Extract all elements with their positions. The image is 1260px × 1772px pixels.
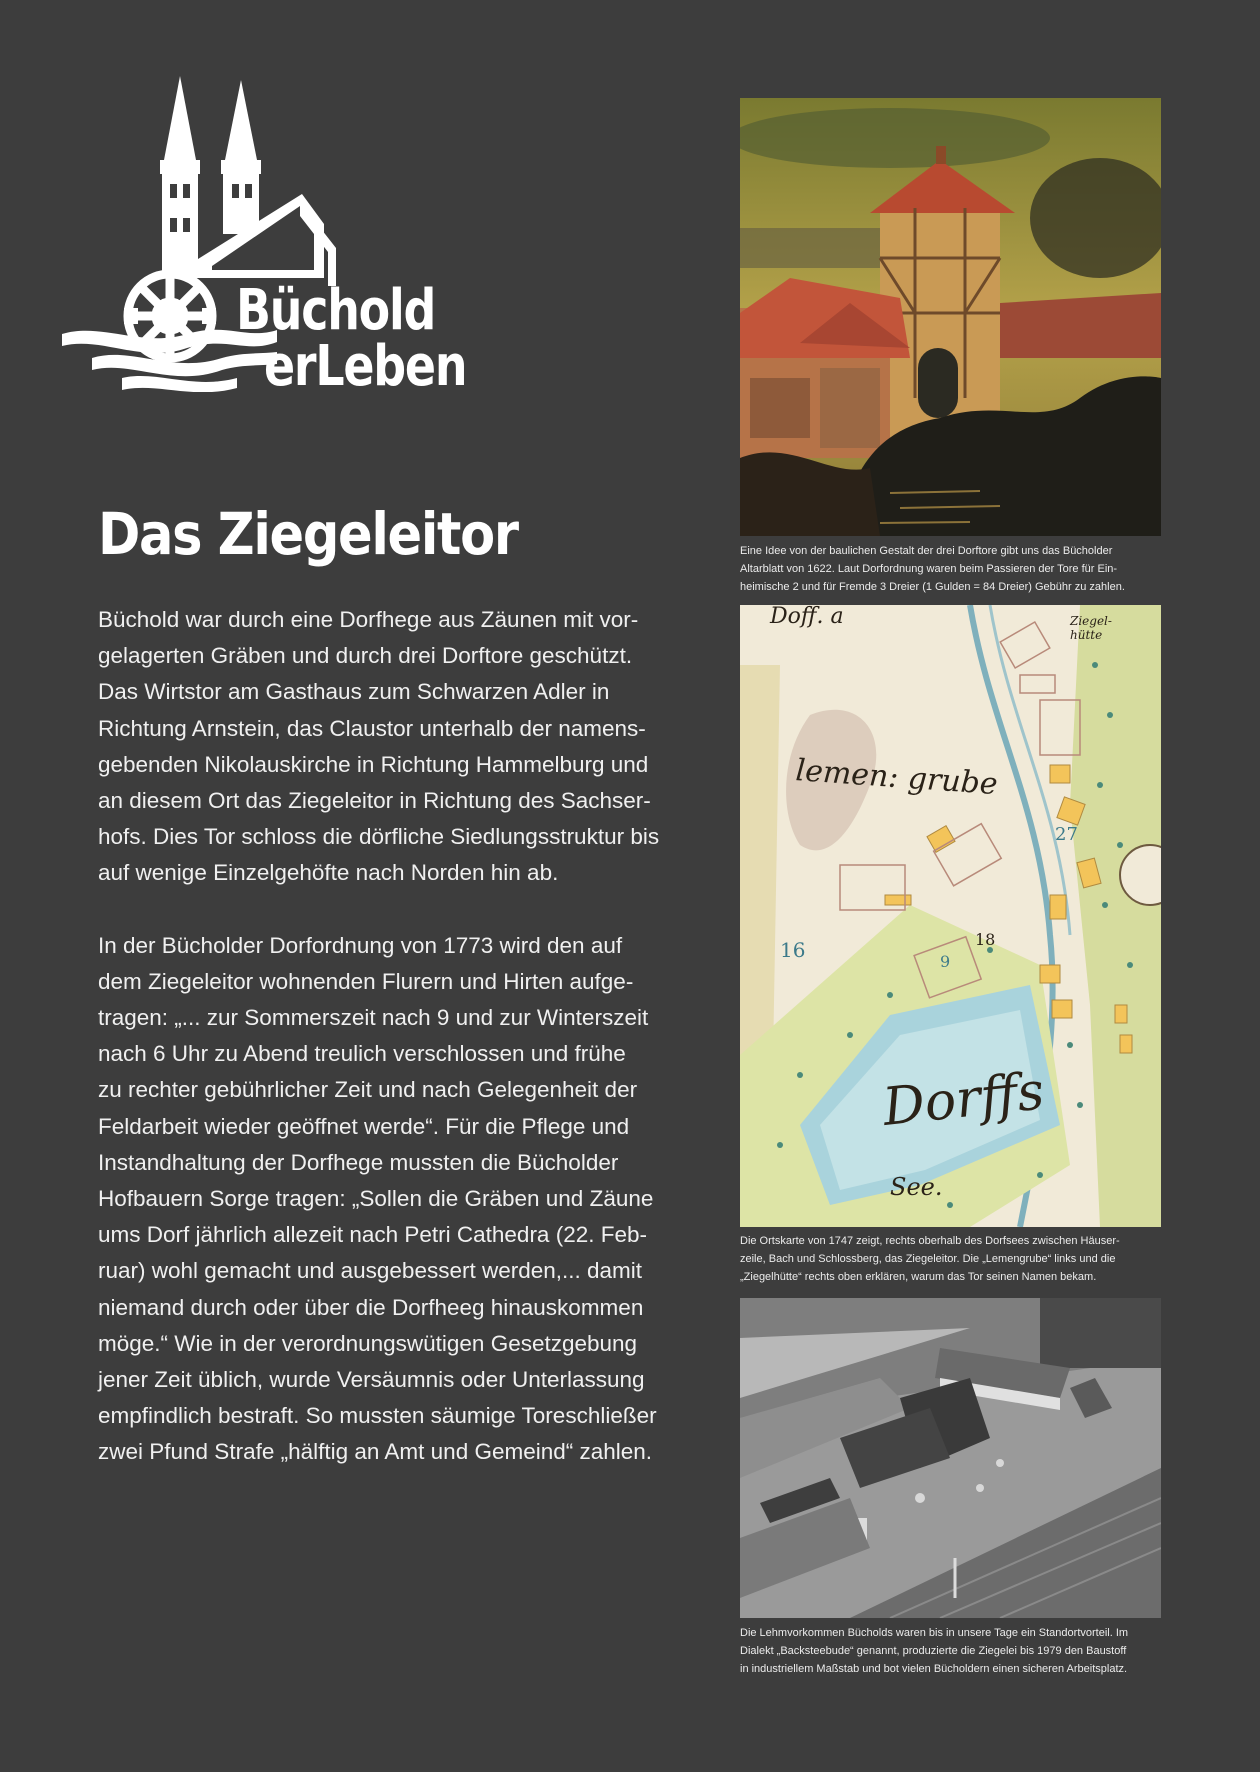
aerial-photo-image <box>740 1298 1161 1618</box>
logo-text-line1: Büchold <box>236 278 436 343</box>
altar-painting-image <box>740 98 1161 536</box>
map-label-num18: 18 <box>975 930 996 949</box>
caption-aerial-photo: Die Lehmvorkommen Bücholds waren bis in unsere Tage ein Standortvorteil. Im Dialekt „Backsteebude“ genannt, produzierte die Ziegelei bis 1979 den Baustoff in industriellem Maßstab und bot vielen Bücholdern einen sicheren Arbeitsplatz. <box>740 1627 1129 1675</box>
logo-text-line2: erLeben <box>264 334 467 399</box>
map-label-hut: Ziegel-hütte <box>1070 614 1112 642</box>
map-label-num27: 27 <box>1055 824 1078 845</box>
paragraph-2: In der Bücholder Dorfordnung von 1773 wird den auf dem Ziegeleitor wohnenden Flurern und Hirten aufge- tragen: „... zur Sommerszeit nach 9 und zur Winterszeit nach 6 Uhr zu Abend treulich verschlossen und frühe zu rechter gebührlicher Zeit und nach Gelegenheit der Feldarbeit wieder geöffnet werde“. Für die Pflege und Instandhaltung der Dorfhege mussten die Bücholder Hofbauern Sorge tragen: „Sollen die Gräben und Zäune ums Dorf jährlich allezeit nach Petri Cathedra (22. Feb- ruar) wohl gemacht und ausgebessert werden,... damit niemand durch oder über die Dorfheeg hinauskommen möge.“ Wie in der verordnungswütigen Gesetzgebung jener Zeit üblich, wurde Versäumnis oder Unterlassung empfindlich bestraft. So mussten säumige Toreschließer zwei Pfund Strafe „hälftig an Amt und Gemeind“ zahlen. <box>98 932 657 1465</box>
historic-map-image <box>740 605 1161 1227</box>
caption-altar-painting: Eine Idee von der baulichen Gestalt der drei Dorftore gibt uns das Bücholder Altarblatt von 1622. Laut Dorfordnung waren beim Passieren der Tore für Ein- heimische 2 und für Fremde 3 Dreier (1 Gulden = 84 Dreier) Gebühr zu zahlen. <box>740 545 1125 593</box>
caption-historic-map: Die Ortskarte von 1747 zeigt, rechts oberhalb des Dorfsees zwischen Häuser- zeile, Bach und Schlossberg, das Ziegeleitor. Die „Lemengrube“ links und die „Ziegelhütte“ rechts oben erklären, warum das Tor seinen Namen bekam. <box>740 1235 1120 1283</box>
map-label-num16: 16 <box>780 938 806 962</box>
map-label-num9: 9 <box>940 952 951 971</box>
map-label-pit: lemen: grube <box>794 753 999 803</box>
paragraph-1: Büchold war durch eine Dorfhege aus Zäunen mit vor- gelagerten Gräben und durch drei Dorftore geschützt. Das Wirtstor am Gasthaus zum Schwarzen Adler in Richtung Arnstein, das Claustor unterhalb der namens- gebenden Nikolauskirche in Richtung Hammelburg und an diesem Ort das Ziegeleitor in Richtung des Sachser- hofs. Dies Tor schloss die dörfliche Siedlungsstruktur bis auf wenige Einzelgehöfte nach Norden hin ab. <box>98 607 660 886</box>
logo <box>62 72 467 399</box>
page-title: Das Ziegeleitor <box>98 500 518 568</box>
map-label-top: Doff. a <box>770 605 844 629</box>
map-label-pond-1: Dorffs <box>880 1061 1047 1138</box>
map-label-pond-2: See. <box>890 1173 943 1201</box>
body-text <box>98 602 698 1507</box>
